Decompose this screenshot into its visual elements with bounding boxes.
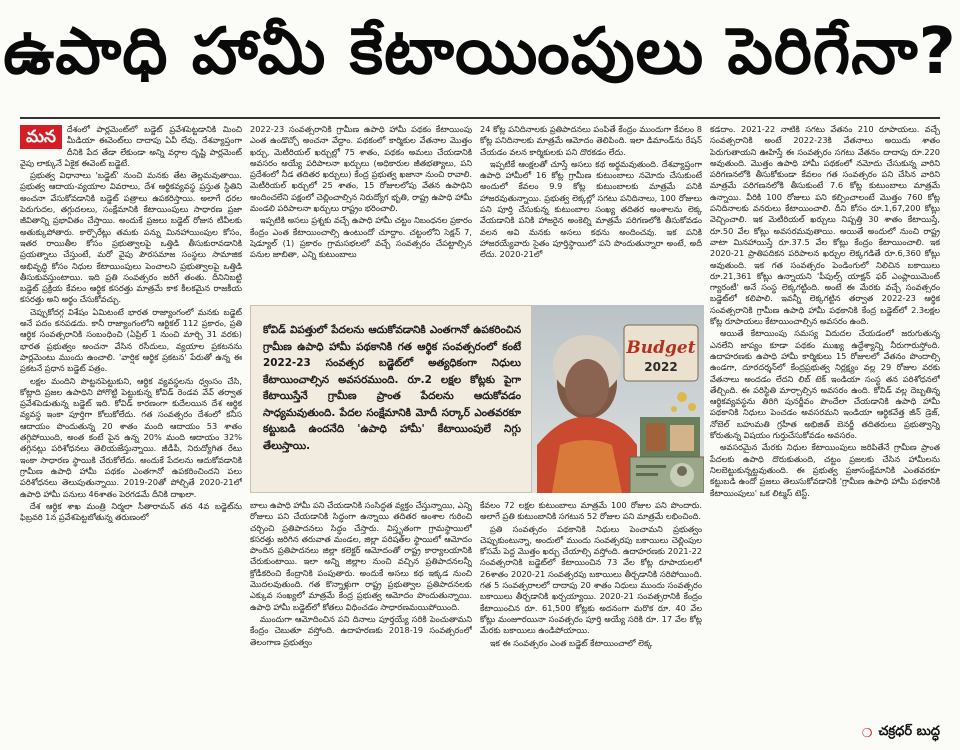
paragraph: ప్రభుత్వ విధానాలు 'బడ్జెట్‌' నుంచి మనకు తేట తెల్లమవుతాయి. ప్రభుత్వ ఆదాయ-వ్యయాల వివరాలు, దేశ ఆర్థికవ్యవస్థ ప్రస్తుత స్థితిని అంచనా వేసుకోవడానికి బడ్జెట్‌ పత్రాలు ఉపకరిస్తాయి. అలాగే ధరల పెరుగుదల, తగ్గుదలలు, సంక్షేమానికి కేటాయింపులు సాధారణ ప్రజా జీవితాన్ని ప్రభావితం చేస్తాయి. అందుకే ప్రజలు బడ్జెట్‌ రోజున టీవీలకు అతుక్కుపోతారు. కార్పొరేట్లు తమకు పన్ను మినహాయింపుల కోసం, ఇతర రాయితీల కోసం ప్రభుత్వాలపై ఒత్తిడి తీసుకురావడానికి ప్రయత్నాలు చేస్తుంటే, మరో వైపు పౌరసమాజ సంస్థలు సామాజిక అభివృద్ధి కోసం నిధుల కేటాయింపులు పెంచాలని ప్రభుత్వాలపై ఒత్తిడి తీసుకువస్తుంటాయి. ఇది ప్రతి సంవత్సరం జరిగే తంతు. దీనినిబట్టి బడ్జెట్‌ ప్రక్రియ కేవలం ఆర్థిక కసరత్తు మాత్రమే కాక కీలకమైన రాజకీయ కసరత్తు అని అర్థం చేసుకోవచ్చు. bbox=[20, 170, 242, 305]
photo-illustration bbox=[532, 305, 704, 493]
budget-year-text: 2022 bbox=[644, 360, 678, 374]
title-divider bbox=[20, 117, 940, 119]
paragraph: బాలు ఉపాధి హామీ పని చేయడానికి సంసిద్ధత వ్యక్తం చేస్తున్నాయి, ఎన్ని రోజులు పని చేయడానికి సిద్ధంగా ఉన్నాయి తదితర అంశాల గురించి చర్చించి ప్రతిపాదనలు సిద్ధం చేస్తారు. విస్తృతంగా గ్రామస్థాయిలో కసరత్తు జరిగిన తరువాత మండల, జిల్లా పరిషత్‌ల స్థాయిలో ఆమోదం పొందిన ప్రతిపాదనలు జిల్లా కలెక్టర్‌ ఆమోదంతో రాష్ట్ర కార్యాలయానికి చేరుకుంటాయి. ఇలా అన్ని జిల్లాల నుంచి వచ్చిన ప్రతిపాదనలన్నీ క్రోడీకరించి కేంద్రానికి పంపుతారు. అందుకే అసలు కథ ఇక్కడ నుంచి మొదలవుతుంది. గత కొన్నాళ్లుగా రాష్ట్ర ప్రభుత్వాల ప్రతిపాదనలకు ఎక్కువ సంఖ్యలో మాత్రమే కేంద్ర ప్రభుత్వ ఆమోదం పొందుతున్నాయి. ఉపాధి హామీ బడ్జెట్‌లో కోతలు విధించడం సాధారణమయిపోయింది. bbox=[250, 500, 472, 612]
paragraph: 2022-23 సంవత్సరానికి గ్రామీణ ఉపాధి హామీ పథకం కేటాయింపు ఎంత ఉండొచ్చో అంచనా వేద్దాం. పథకంలో కార్మికుల వేతనాల మొత్తం ఖర్చు, మెటీరియల్‌ ఖర్చుల్లో 75 శాతం, పథకం అమలు చేయడానికి అవసరం అయ్యే పరిపాలనా ఖర్చులు (అధికారుల జీతభత్యాలు, పని ప్రదేశంలో నీడ తదితర ఖర్చులు) కేంద్ర ప్రభుత్వ ఖజానా నుంచి రావాలి. మెటీరియల్‌ ఖర్చులో 25 శాతం, 15 రోజులలోపు వేతన ఉపాధిని అందించలేని పక్షంలో చెల్లించాల్సిన నిరుద్యోగ భృతి, రాష్ట్ర ఉపాధి హామీ మండలి పరిపాలనా ఖర్చులు రాష్ట్రం భరించాలి. bbox=[250, 124, 472, 214]
paragraph: ముందుగా ఆమోదించిన పని దినాలు పూర్తయ్యే సరికి పెంచుతామని కేంద్రం చెబుతూ వస్తోంది. ఉదాహరణకు 2018-19 సంవత్సరంలో తెలంగాణ ప్రభుత్వం bbox=[250, 613, 472, 647]
paragraph: మన దేశంలో పార్లమెంట్‌లో బడ్జెట్‌ ప్రవేశపెట్టడానికి మించి మీడియా ఈవెంట్‌లు దాదాపు ఏవీ లేవు. దేశవ్యాప్తంగా దీనికి పేద తేడా లేకుండా అన్ని వర్గాల దృష్టి పార్లమెంట్‌ వైపు లాక్కునే ఏకైక ఈవెంట్‌ బడ్జెటే. bbox=[20, 124, 242, 168]
byline-bullet-icon: ❍ bbox=[861, 726, 873, 740]
paragraph: ఇప్పటికే ఆంక్షలతో చూస్తే అసలు కథ అర్థమవుతుంది. దేశవ్యాప్తంగా ఉపాధి హామీలో 16 కోట్ల గ్రామీణ కుటుంబాలు నమోదు చేసుకుంటే అందులో కేవలం 9.9 కోట్ల కుటుంబాలకు మాత్రమే పనికి హాజరవుతున్నాయి. ప్రభుత్వ లెక్కల్లో సగటు పనిదినాలు, 100 రోజులు పని పూర్తి చేసుకున్న కుటుంబాల సంఖ్య తదితర అంశాలను లెక్క వేయడానికి పనికి హాజరైన అంకెల్ని మాత్రమే పరిగణలోకి తీసుకోవడం వలన అవి మనకు అసలు కథను అందించవు. ఇక పనికి హాజరయ్యేవారు సైతం పూర్తిస్థాయిలో పని పొందుతున్నారా అంటే, అదీ లేదు. 2020-21లో bbox=[480, 158, 702, 260]
paragraph: అవసరమైన మేరకు నిధుల కేటాయింపులు జరిపితేనే గ్రామీణ ప్రాంత పేదలకు ఉపాధి దొరుకుతుంది, చట్టం ప్రజలకు చేసిన హామీలను నిలబెట్టుకున్నట్టవుతుంది. ఈ ప్రభుత్వ ప్రజాసంక్షేమానికి ఎంతవరకూ కట్టుబడి ఉందో ప్రజలు తెలుసుకోవడానికి 'గ్రామీణ ఉపాధి హామీ పథకానికి కేటాయింపులు' ఒక లిట్మస్‌ టెస్ట్‌. bbox=[710, 442, 940, 498]
article-column-4 bbox=[710, 124, 940, 720]
article-column-3-bottom bbox=[480, 500, 702, 746]
article-column-1 bbox=[20, 124, 242, 746]
section-tag: మన bbox=[20, 125, 62, 149]
pull-quote: కోవిడ్‌ విపత్తులో పేదలను ఆదుకోవడానికి ఎంతగానో ఉపకరించిన గ్రామీణ ఉపాధి హామీ పథకానికి గత ఆర్థిక సంవత్సరంలో కంటే 2022-23 సంవత్సర బడ్జెట్‌లో అత్యధికంగా నిధులు కేటాయించాల్సిన అవసరముంది. రూ.2 లక్షల కోట్లకు పైగా కేటాయిస్తేనే గ్రామీణ ప్రాంత పేదలను ఆదుకోవడం సాధ్యమవుతుంది. పేదల సంక్షేమానికి మోదీ సర్కార్‌ ఎంతవరకూ కట్టుబడి ఉందనేది 'ఉపాధి హామీ' కేటాయింపులే నిగ్గు తేలుస్తాయి. bbox=[250, 305, 532, 493]
paragraph: కేవలం 72 లక్షల కుటుంబాలు మాత్రమే 100 రోజుల పని పొందారు. అలాగే ప్రతి కుటుంబానికి సగటున 52 రోజుల పని మాత్రమే లభించింది. bbox=[480, 500, 702, 522]
article-column-2-bottom bbox=[250, 500, 472, 746]
article-photo bbox=[532, 305, 704, 493]
paragraph: అయితే కేటాయింపు సమస్య విదుదల చేయడంలో జరుగుతున్న ఎనలేని జాప్యం కూడా పథకం ముఖ్య ఉద్దేశ్యాన్ని నీరుగారుస్తోంది. ఉదాహరణకు ఉపాధి హామీ కార్మికులు 15 రోజులలో వేతనం పొందాల్సి ఉండగా, దూరదర్శన్‌లో కేంద్రప్రభుత్వ నిర్లక్ష్యం వల్ల 29 రోజుల వరకు వేతనాలు అందడం లేదని లిబ్‌ టెక్‌ ఇండియా సంస్థ తన పరిశోధనలో తేల్చింది. ఈ పరిస్థితి మార్చాల్సిన అవసరం ఉంది. కోవిడ్‌ వల్ల దెబ్బతిన్న ఆర్థికవ్యవస్థను తిరిగి పునర్జీవం పొందేలా చేయడానికి ఉపాధి హామీ పథకానికి నిధులు పెంచడం అవసరమని ఇండియా ఆర్థికవేత్త జీన్‌ డ్రెజ్‌, నోబెల్‌ బహుమతి గ్రహీత అభిజిత్‌ బెనర్జీ తదితరులు ప్రభుత్వాన్ని కోరుతున్న విషయం గుర్తుచేసుకోవడం అవసరం. bbox=[710, 328, 940, 441]
byline bbox=[760, 722, 940, 744]
paragraph: ప్రతి సంవత్సరం పథకానికి నిధులు పెంచామని ప్రభుత్వం చెప్పుకుంటున్నా, అందులో ముందు సంవత్సరపు బకాయిలు చెల్లింపుల కోసమే పెద్ద మొత్తం ఖర్చు చేయాల్సి వస్తోంది. ఉదాహరణకు 2021-22 సంవత్సరానికి బడ్జెట్‌లో కేటాయించిన 73 వేల కోట్ల రూపాయలలో 26శాతం 2020-21 సంవత్సరపు బకాయిలు తీర్చడానికి సరిపోయింది. గత 5 సంవత్సరాలలో దాదాపు 20 శాతం నిధులు ముందు సంవత్సరం బకాయిలు తీర్చడానికి ఖర్చయ్యాయి. 2020-21 సంవత్సరానికి కేంద్రం కేటాయించిన రూ. 61,500 కోట్లకు అదనంగా మరొక రూ. 40 వేల కోట్లు మంజూరయినా సంవత్సరం పూర్తి అయ్యే సరికి రూ. 17 వేల కోట్ల మేరకు బకాయిలు ఉండిపోయాయి. bbox=[480, 523, 702, 636]
article-column-3-top bbox=[480, 124, 702, 302]
paragraph: 24 కోట్ల పనిదినాలకు ప్రతిపాదనలు పంపితే కేంద్రం ముందుగా కేవలం 8 కోట్ల పనిదినాలకు మాత్రమే ఆమోదం తెలిపింది. ఇలా డిమాండ్‌ను రేషన్‌ చేయడం వలన కార్మికులకు పని దొరకడం లేదు. bbox=[480, 124, 702, 157]
article-column-2-top bbox=[250, 124, 472, 302]
paragraph: లక్షల మందిని పొట్టనపెట్టుకుని, ఆర్థిక వ్యవస్థలను ధ్వంసం చేసి, కోట్లాది ప్రజల ఉపాధిని పోగొట్టి పెట్టుకున్న కోవిడ్‌ రెండవ వేవ్‌ తర్వాత ప్రవేశపెడుతున్న బడ్జెట్‌ ఇది. కోవిడ్‌ కారణంగా కుదేలయిన దేశ ఆర్థిక వ్యవస్థ ఇంకా పూర్తిగా కోలుకోలేదు. గత సంవత్సరం దేశంలో కనీస ఆదాయం పొందుతున్న 20 శాతం మంది ఆదాయం 53 శాతం తగ్గిపోయింది, అంత కంటే పైన ఉన్న 20% మంది ఆదాయం 32% తగ్గినట్లు పరిశోధనలు తెలియజేస్తున్నాయి. జీడీపీ, నిరుద్యోగిత రేటు ఇంకా సాధారణ స్థాయికి చేరుకోలేదు. అందుకే పేదలను ఆదుకోవడానికి గ్రామీణ ఉపాధి హామీ పథకం ఎంతగానో ఉపకరించిందని పలు పరిశోధనలు తెలుపుతున్నాయి. 2019-20తో పోల్చితే 2020-21లో ఉపాధి హామీ పనులు 46శాతం పెరగడమే దీనికి దాఖలా. bbox=[20, 375, 242, 499]
paragraph: చెప్పుకోదగ్గ విశేషం ఏమిటంటే భారత రాజ్యాంగంలో మనకు బడ్జెట్‌ అనే పదం కనపడదు. కానీ రాజ్యాంగంలోని ఆర్టికల్‌ 112 ప్రకారం, ప్రతి ఆర్థిక సంవత్సరానికి సంబంధించి (ఏప్రిల్‌ 1 నుంచి మార్చి 31 వరకు) భారత ప్రభుత్వం అంచనా వేసిన రసీదులు, వ్యయాల ప్రకటనను పార్లమెంటు ముందు ఉంచాలి. 'వార్షిక ఆర్థిక ప్రకటన' పేరుతో ఉన్న ఈ ప్రకటనే ప్రధాన బడ్జెట్‌ పత్రం. bbox=[20, 306, 242, 374]
budget-banner-text: Budget bbox=[626, 338, 696, 358]
page-title: ఉపాధి హామీ కేటాయింపులు పెరిగేనా? bbox=[3, 14, 957, 89]
author-name: చక్రధర్‌ బుద్ధ bbox=[878, 724, 940, 739]
paragraph: కడదాం. 2021-22 నాటికి సగటు వేతనం 210 రూపాయలు. వచ్చే సంవత్సరానికి అంటే 2022-23కి వేతనాలు అయిదు శాతం పెరుగుతాయని ఊహిస్తే ఈ సంవత్సరం సగటు వేతనం దాదాపు రూ.220 అవుతుంది. మొత్తం ఉపాధి హామీ పథకంలో నమోదు చేసుకున్న వారిని పరిగణనలోకి తీసుకోకుండా కేవలం గత సంవత్సరం పని చేసిన వారిని మాత్రమే పరిగణనలోకి తీసుకుంటే 7.6 కోట్ల కుటుంబాలు మాత్రమే ఉన్నాయి. వీరికి 100 రోజులు పని కల్పించాలంటే మొత్తం 760 కోట్ల పనిదినాలకు వనరులు కేటాయించాలి. దీని కోసం రూ.1,67,200 కోట్లు వెచ్చించాలి. ఇక మెటీరియల్‌ ఖర్చులు నిష్పత్తి 30 శాతం కేటాయిస్తే, రూ.50 వేల కోట్లు అవసరమవుతాయి. అయితే అందులో నుంచి రాష్ట్ర వాటా మినహాయిస్తే రూ.37.5 వేల కోట్లు కేంద్రం కేటాయించాలి. ఇక 2020-21 ప్రాతిపదికన పరిపాలన ఖర్చుల లెక్కగడితే రూ.6,360 కోట్లు అవుతుంది. ఇక గత సంవత్సరం పెండింగులో నిలిచిన బకాయిలు రూ.21,361 కోట్లు ఉన్నాయని 'పీపుల్స్‌ యాక్షన్‌ ఫర్‌ ఎంప్లాయిమెంట్‌ గ్యారంటీ' అనే సంస్థ లెక్కగట్టింది. అంటే ఈ మేరకు వచ్చే సంవత్సరం బడ్జెట్‌లో కలిపాలి. ఇవన్నీ లెక్కగట్టిన తర్వాత 2022-23 ఆర్థిక సంవత్సరానికి గ్రామీణ ఉపాధి హామీ పథకానికి కేంద్ర బడ్జెట్‌లో 2.3లక్షల కోట్ల రూపాయలు కేటాయించాల్సిన అవసరం ఉంది. bbox=[710, 124, 940, 327]
paragraph: దేశ ఆర్థిక శాఖ మంత్రి నిర్మలా సీతారామన్‌ తన 4వ బడ్జెట్‌ను ఫిబ్రవరి 1న ప్రవేశపెట్టబోతున్న తరుణంలో bbox=[20, 500, 242, 523]
paragraph: ఇప్పటికి అసలు ప్రశ్నకు వచ్చే ఉపాధి హామీ చట్టం నిబంధనల ప్రకారం కేంద్రం ఎంత కేటాయించాల్సి ఉంటుందో చూద్దాం. చట్టంలోని సెక్షన్‌ 7, షెడ్యూల్‌ (1) ప్రకారం గ్రామసభలలో వచ్చే సంవత్సరం చేపట్టాల్సిన పనుల జాబితా, ఎన్ని కుటుంబాలు bbox=[250, 215, 472, 260]
paragraph: ఇక ఈ సంవత్సరం ఎంత బడ్జెట్‌ కేటాయించాలో లెక్క bbox=[490, 637, 653, 648]
